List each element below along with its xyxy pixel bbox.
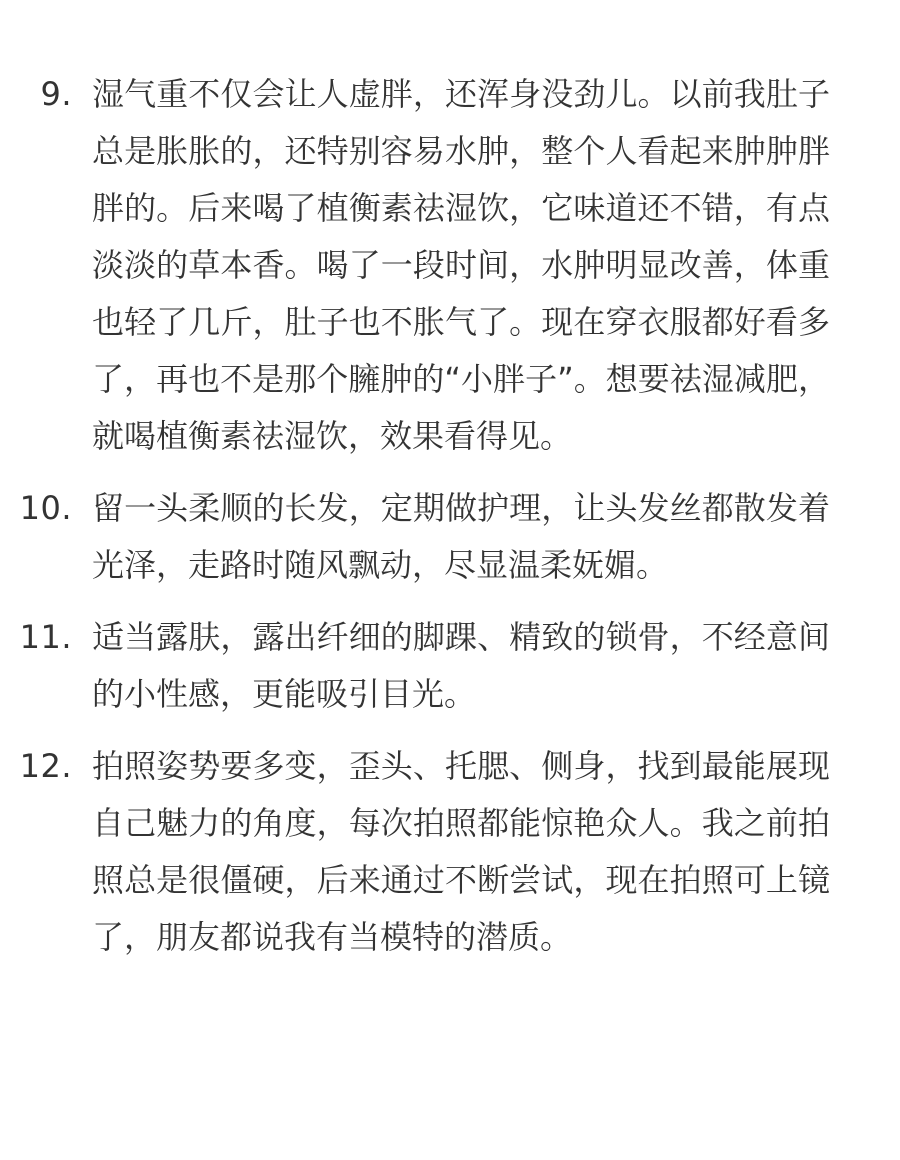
list-item (0, 609, 850, 723)
list-item (0, 738, 850, 966)
list-item-number: 11. (19, 618, 72, 656)
list-item-number: 9. (40, 75, 72, 113)
list-item-number: 10. (19, 489, 72, 527)
list-item-text: 适当露肤，露出纤细的脚踝、精致的锁骨，不经意间的小性感，更能吸引目光。 (92, 618, 830, 713)
list-item-number: 12. (19, 747, 72, 785)
list-item (0, 66, 850, 465)
list-item-text: 留一头柔顺的长发，定期做护理，让头发丝都散发着光泽，走路时随风飘动，尽显温柔妩媚。 (92, 489, 830, 584)
list-item-text: 拍照姿势要多变，歪头、托腮、侧身，找到最能展现自己魅力的角度，每次拍照都能惊艳众人。我之前拍照总是很僵硬，后来通过不断尝试，现在拍照可上镜了，朋友都说我有当模特的潜质。 (92, 747, 830, 956)
list-item (0, 480, 850, 594)
list-item-text: 湿气重不仅会让人虚胖，还浑身没劲儿。以前我肚子总是胀胀的，还特别容易水肿，整个人看起来肿肿胖胖的。后来喝了植衡素祛湿饮，它味道还不错，有点淡淡的草本香。喝了一段时间，水肿明显改善，体重也轻了几斤，肚子也不胀气了。现在穿衣服都好看多了，再也不是那个臃肿的“小胖子”。想要祛湿减肥，就喝植衡素祛湿饮，效果看得见。 (92, 75, 830, 455)
